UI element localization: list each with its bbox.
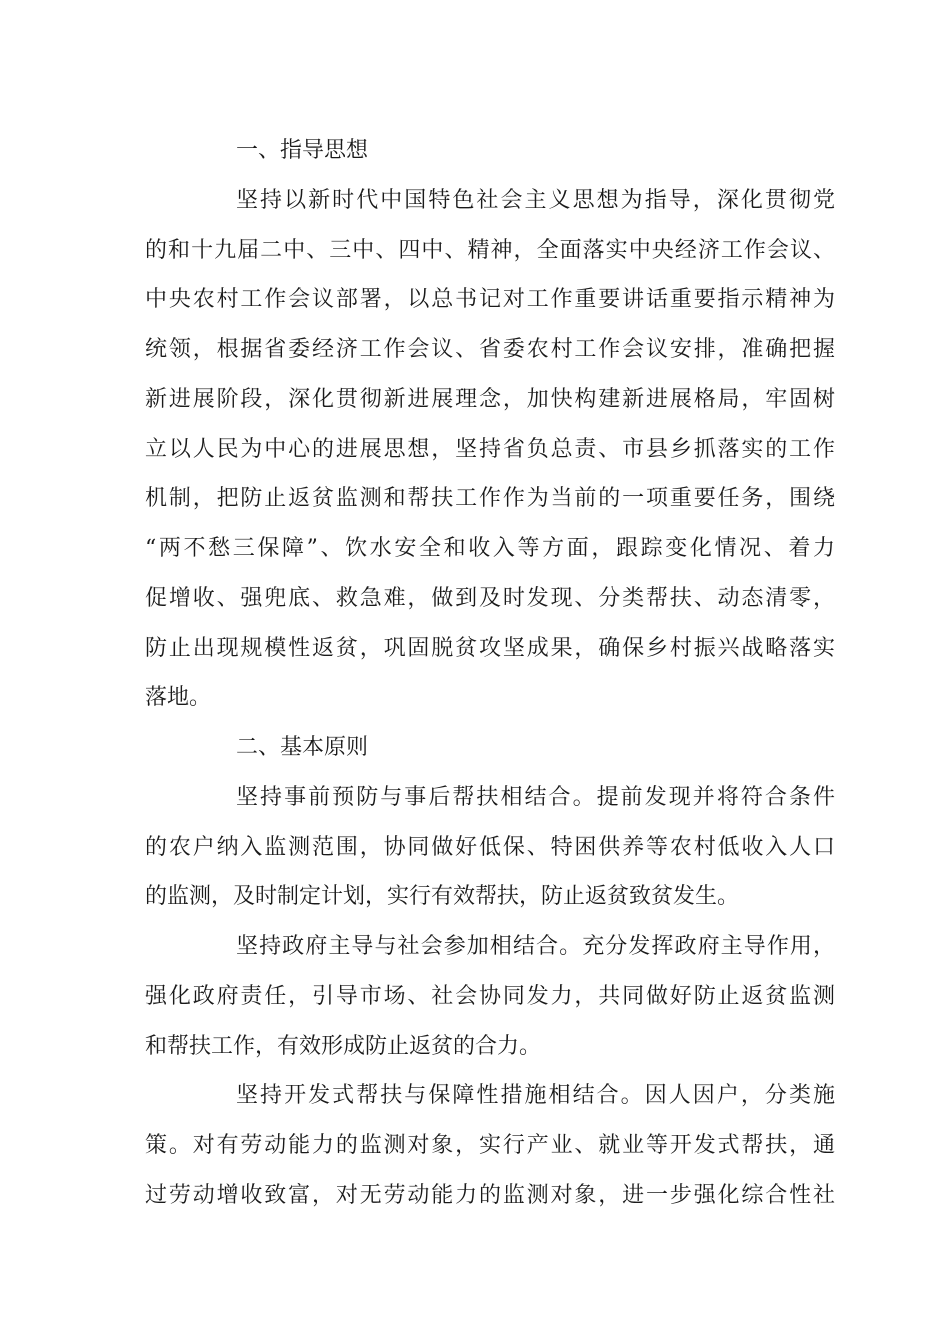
paragraph-line: 的和十九届二中、三中、四中、精神，全面落实中央经济工作会议、 (145, 238, 835, 263)
paragraph-line: 新进展阶段，深化贯彻新进展理念，加快构建新进展格局，牢固树 (145, 387, 835, 412)
paragraph-line: 和帮扶工作，有效形成防止返贫的合力。 (145, 1034, 542, 1059)
paragraph-line: 坚持以新时代中国特色社会主义思想为指导，深化贯彻党 (236, 188, 835, 213)
paragraph-line: “两不愁三保障”、饮水安全和收入等方面，跟踪变化情况、着力 (145, 536, 835, 561)
paragraph-line: 促增收、强兜底、救急难，做到及时发现、分类帮扶、动态清零， (145, 586, 835, 611)
paragraph-line: 统领，根据省委经济工作会议、省委农村工作会议安排，准确把握 (145, 337, 835, 362)
paragraph-line: 立以人民为中心的进展思想，坚持省负总责、市县乡抓落实的工作 (145, 437, 835, 462)
paragraph-line: 落地。 (145, 685, 212, 710)
paragraph-line: 强化政府责任，引导市场、社会协同发力，共同做好防止返贫监测 (145, 984, 835, 1009)
section-heading-guiding-ideology: 一、指导思想 (236, 138, 369, 163)
paragraph-line: 防止出现规模性返贫，巩固脱贫攻坚成果，确保乡村振兴战略落实 (145, 636, 835, 661)
paragraph-line: 坚持开发式帮扶与保障性措施相结合。因人因户，分类施 (236, 1083, 835, 1108)
paragraph-line: 坚持政府主导与社会参加相结合。充分发挥政府主导作用， (236, 934, 835, 959)
paragraph-line: 策。对有劳动能力的监测对象，实行产业、就业等开发式帮扶，通 (145, 1133, 835, 1158)
paragraph-line: 中央农村工作会议部署，以总书记对工作重要讲话重要指示精神为 (145, 287, 835, 312)
paragraph-line: 的监测，及时制定计划，实行有效帮扶，防止返贫致贫发生。 (145, 884, 740, 909)
section-heading-basic-principles: 二、基本原则 (236, 735, 369, 760)
paragraph-line: 坚持事前预防与事后帮扶相结合。提前发现并将符合条件 (236, 785, 835, 810)
paragraph-line: 机制，把防止返贫监测和帮扶工作作为当前的一项重要任务，围绕 (145, 486, 835, 511)
paragraph-line: 过劳动增收致富，对无劳动能力的监测对象，进一步强化综合性社 (145, 1183, 835, 1208)
paragraph-line: 的农户纳入监测范围，协同做好低保、特困供养等农村低收入人口 (145, 835, 835, 860)
